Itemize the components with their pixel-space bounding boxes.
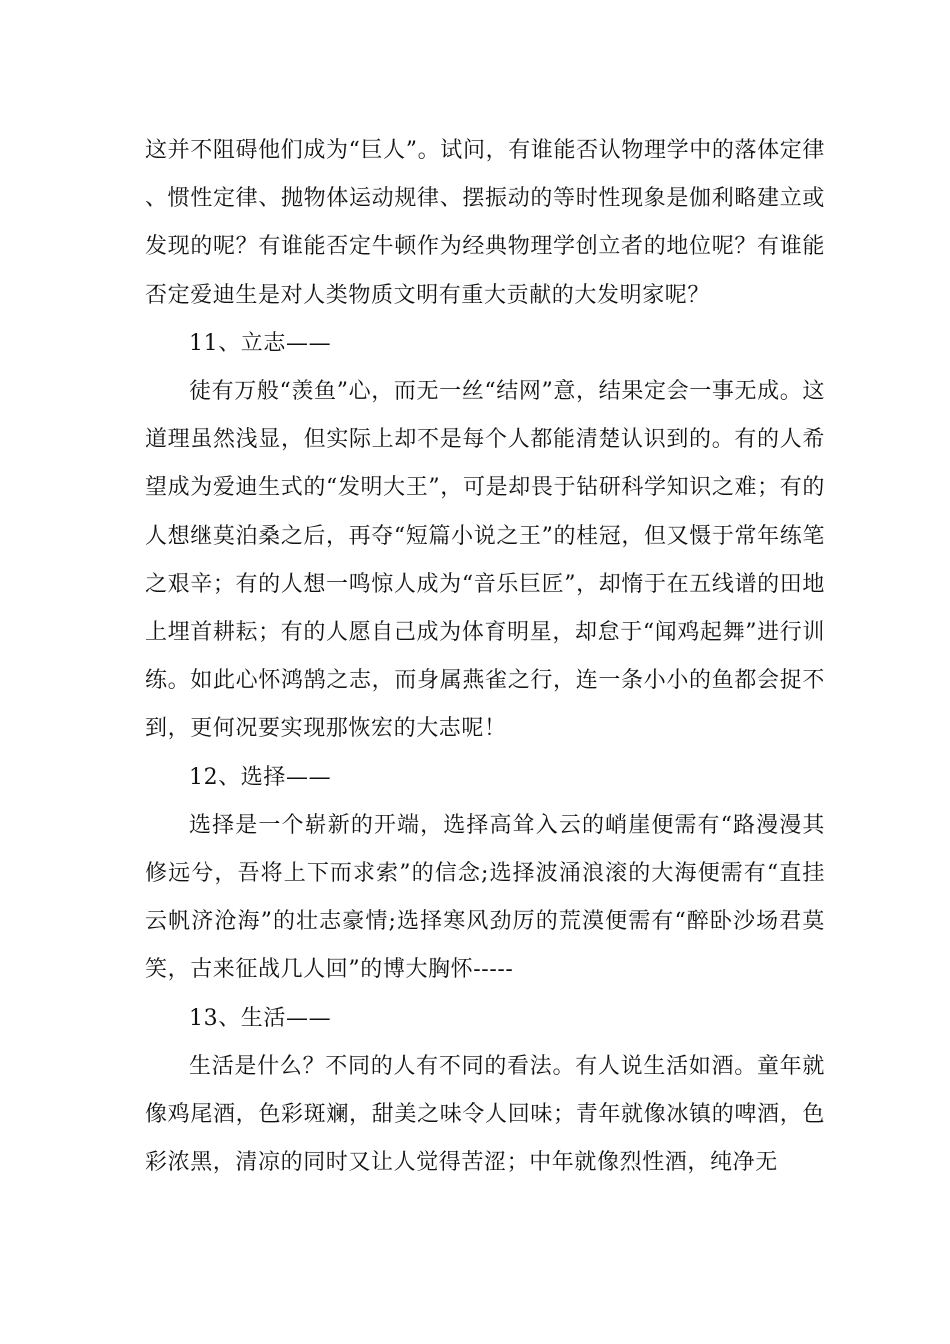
paragraph-giants-conclusion: 这并不阻碍他们成为“巨人”。试问，有谁能否认物理学中的落体定律、惯性定律、抛物体运动规律、摆振动的等时性现象是伽利略建立或发现的呢？有谁能否定牛顿作为经典物理学创立者的地位呢？有谁能否定爱迪生是对人类物质文明有重大贡献的大发明家呢？ [145, 138, 825, 308]
section-heading-11: 11、立志—— [189, 330, 332, 356]
paragraph-ambition: 徒有万般“羡鱼”心，而无一丝“结网”意，结果定会一事无成。这道理虽然浅显，但实际上却不是每个人都能清楚认识到的。有的人希望成为爱迪生式的“发明大王”，可是却畏于钻研科学知识之难；有的人想继莫泊桑之后，再夺“短篇小说之王”的桂冠，但又慑于常年练笔之艰辛；有的人想一鸣惊人成为“音乐巨匠”，却惰于在五线谱的田地上埋首耕耘；有的人愿自己成为体育明星，却怠于“闻鸡起舞”进行训练。如此心怀鸿鹄之志，而身属燕雀之行，连一条小小的鱼都会捉不到，更何况要实现那恢宏的大志呢！ [145, 379, 825, 742]
paragraph-life: 生活是什么？不同的人有不同的看法。有人说生活如酒。童年就像鸡尾酒，色彩斑斓，甜美之味令人回味；青年就像冰镇的啤酒，色彩浓黑，清凉的同时又让人觉得苦涩；中年就像烈性酒，纯净无 [145, 1053, 825, 1176]
section-heading-13: 13、生活—— [189, 1005, 332, 1031]
paragraph-choice: 选择是一个崭新的开端，选择高耸入云的峭崖便需有“路漫漫其修远兮，吾将上下而求索”的信念;选择波涌浪滚的大海便需有“直挂云帆济沧海”的壮志豪情;选择寒风劲厉的荒漠便需有“醉卧沙场君莫笑，古来征战几人回”的博大胸怀----- [145, 812, 825, 983]
document-body [145, 127, 825, 1187]
section-heading-12: 12、选择—— [189, 764, 332, 790]
